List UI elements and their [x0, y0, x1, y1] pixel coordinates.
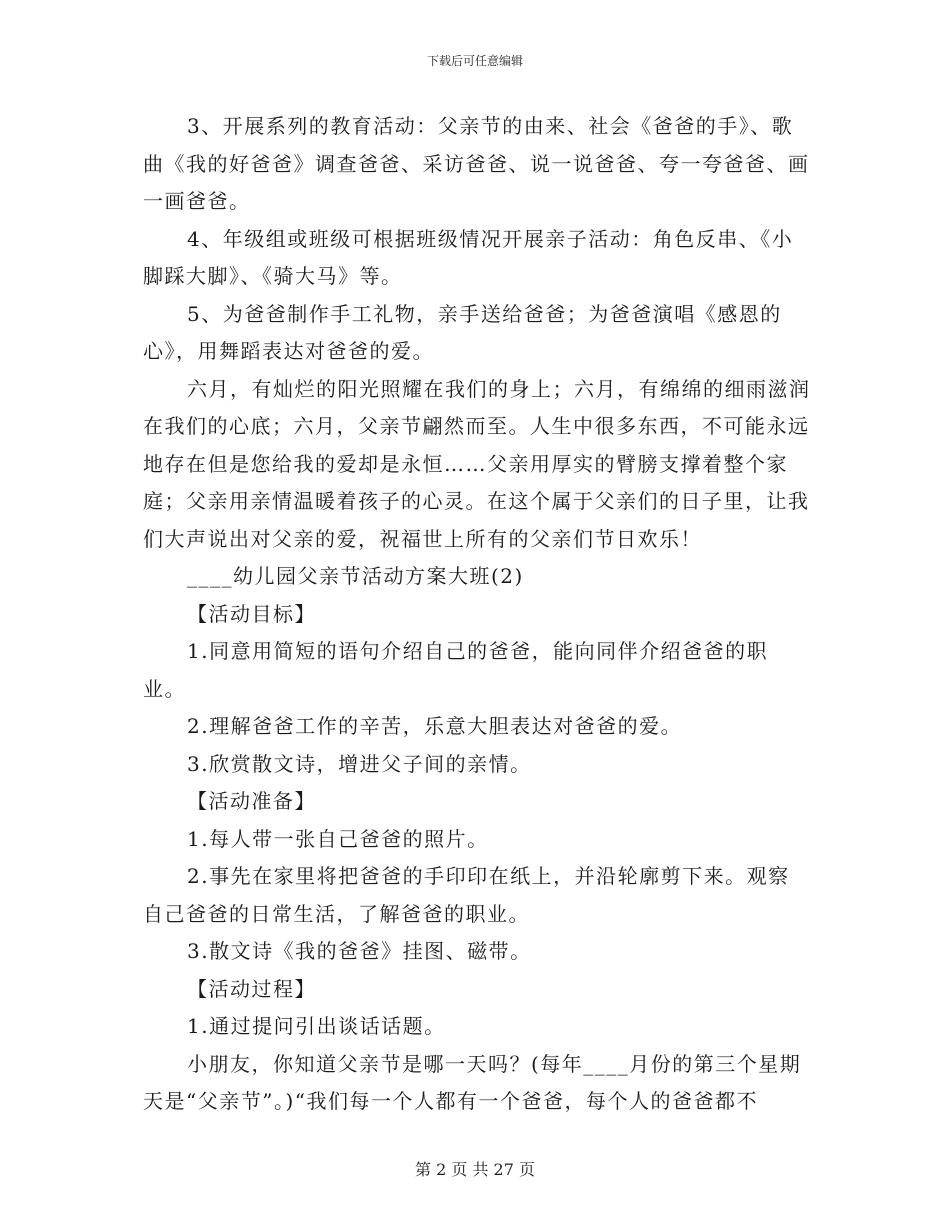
section-heading: 【活动目标】	[187, 601, 316, 626]
list-item: 1.通过提问引出谈话话题。	[187, 1014, 446, 1038]
list-item: 2.事先在家里将把爸爸的手印印在纸上，并沿轮廓剪下来。观察自己爸爸的日常生活，了解爸爸的职业。	[143, 864, 790, 926]
list-item: 1.同意用简短的语句介绍自己的爸爸，能向同伴介绍爸爸的职业。	[143, 639, 769, 701]
paragraph: 4、年级组或班级可根据班级情况开展亲子活动：角色反串、《小脚踩大脚》、《骑大马》等。	[143, 226, 794, 288]
page-number: 第 2 页 共 27 页	[415, 1160, 535, 1179]
paragraph: 六月，有灿烂的阳光照耀在我们的身上；六月，有绵绵的细雨滋润在我们的心底；六月，父亲节翩然而至。人生中很多东西，不可能永远地存在但是您给我的爱却是永恒……父亲用厚实的臂膀支撑着整个家庭；父亲用亲情温暖着孩子的心灵。在这个属于父亲们的日子里，让我们大声说出对父亲的爱，祝福世上所有的父亲们节日欢乐！	[143, 376, 811, 551]
paragraph: 5、为爸爸制作手工礼物，亲手送给爸爸；为爸爸演唱《感恩的心》，用舞蹈表达对爸爸的爱。	[143, 301, 782, 363]
paragraph: 3、开展系列的教育活动：父亲节的由来、社会《爸爸的手》、歌曲《我的好爸爸》调查爸爸、采访爸爸、说一说爸爸、夸一夸爸爸、画一画爸爸。	[143, 114, 810, 213]
list-item: 1.每人带一张自己爸爸的照片。	[187, 826, 489, 851]
paragraph: 小朋友，你知道父亲节是哪一天吗？(每年____月份的第三个星期天是“父亲节”。)“我们每一个人都有一个爸爸，每个人的爸爸都不	[143, 1051, 802, 1113]
section-heading: 【活动过程】	[187, 976, 316, 1001]
page-header: 下载后可任意编辑	[426, 54, 523, 68]
list-item: 3.散文诗《我的爸爸》挂图、磁带。	[187, 939, 532, 963]
document-body	[143, 108, 811, 1121]
section-title: ____幼儿园父亲节活动方案大班(2)	[187, 564, 524, 588]
list-item: 3.欣赏散文诗，增进父子间的亲情。	[187, 751, 532, 776]
list-item: 2.理解爸爸工作的辛苦，乐意大胆表达对爸爸的爱。	[187, 714, 683, 738]
section-heading: 【活动准备】	[187, 789, 316, 813]
